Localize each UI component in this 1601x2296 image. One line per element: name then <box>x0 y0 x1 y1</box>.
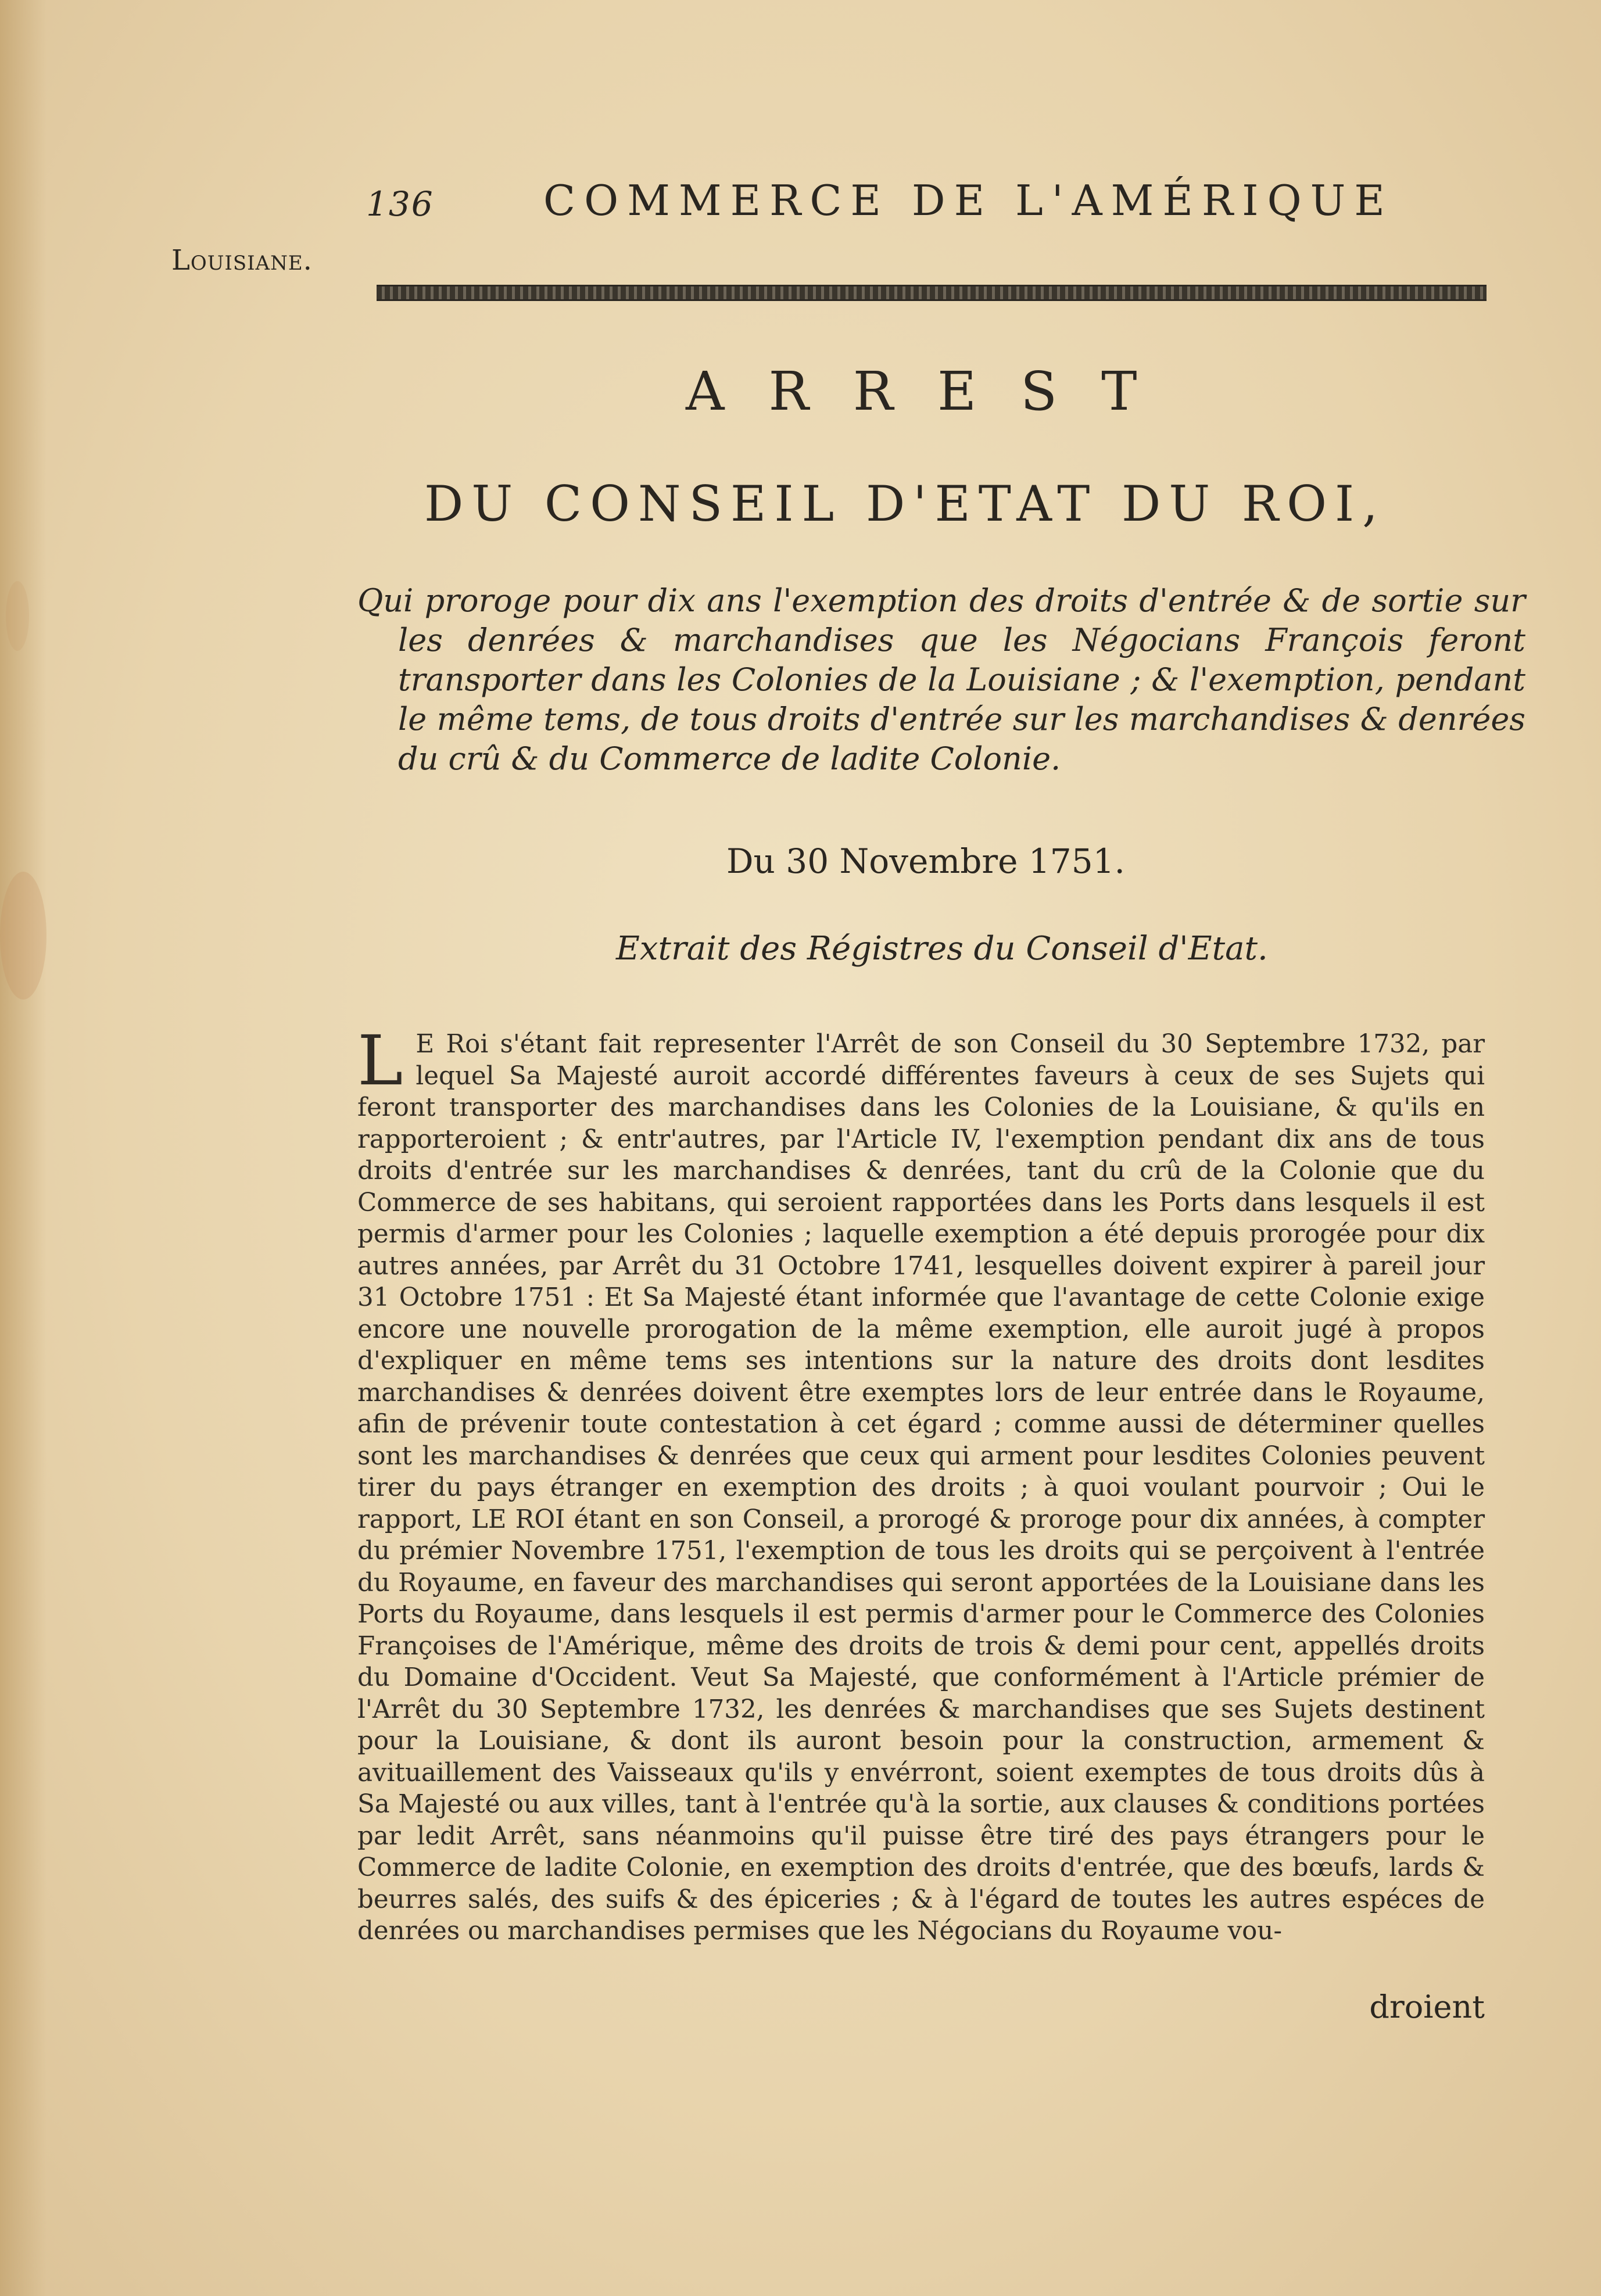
document-title: ARREST <box>686 360 1181 422</box>
side-note: Louisiane. <box>171 244 313 277</box>
body-paragraph <box>357 1020 1485 1987</box>
paper-stain <box>6 581 29 651</box>
date-line: Du 30 Novembre 1751. <box>726 841 1125 881</box>
catchword: droient <box>1369 1989 1485 2025</box>
page-number: 136 <box>366 184 434 224</box>
body-text: E Roi s'étant fait representer l'Arrêt de son Conseil du 30 Septembre 1732, par lequel Sa Majesté auroit accordé différentes faveurs à ceux de ses Sujets qui feront transporter des marchandises dans les Colonies de la Louisiane, & qu'ils en rapporteroient ; & entr'autres, par l'Article IV, l'exemption pendant dix ans de tous droits d'entrée sur les marchandises & denrées, tant du crû de la Colonie que du Commerce de ses habitans, qui seroient rapportées dans les Ports dans lesquels il est permis d'armer pour les Colonies ; laquelle exemption a été depuis prorogée pour dix autres années, par Arrêt du 31 Octobre 1741, lesquelles doivent expirer à pareil jour 31 Octobre 1751 : Et Sa Majesté étant informée que l'avantage de cette Colonie exige encore une nouvelle prorogation de la même exemption, elle auroit jugé à propos d'expliquer en même tems ses intentions sur la nature des droits dont lesdites marchandises & denrées doivent être exemptes lors de leur entrée dans le Royaume, afin de prévenir toute contestation à cet égard ; comme aussi de déterminer quelles sont les marchandises & denrées que ceux qui arment pour lesdites Colonies peuvent tirer du pays étranger en exemption des droits ; à quoi voulant pourvoir ; Oui le rapport, LE ROI étant en son Conseil, a prorogé & proroge pour dix années, à compter du prémier Novembre 1751, l'exemption de tous les droits qui se perçoivent à l'entrée du Royaume, en faveur des marchandises qui seront apportées de la Louisiane dans les Ports du Royaume, dans lesquels il est permis d'armer pour le Commerce des Colonies Françoises de l'Amérique, même des droits de trois & demi pour cent, appellés droits du Domaine d'Occident. Veut Sa Majesté, que conformément à l'Article prémier de l'Arrêt du 30 Septembre 1732, les denrées & marchandises que ses Sujets destinent pour la Louisiane, & dont ils auront besoin pour la construction, armement & avituaillement des Vaisseaux qu'ils y envérront, soient exemptes de tous droits dûs à Sa Majesté ou aux villes, tant à l'entrée qu'à la sortie, aux clauses & conditions portées par ledit Arrêt, sans néanmoins qu'il puisse être tiré des pays étrangers pour le Commerce de ladite Colonie, en exemption des droits d'entrée, que des bœufs, lards & beurres salés, des suifs & des épiceries ; & à l'égard de toutes les autres espéces de denrées ou marchandises permises que les Négocians du Royaume vou- <box>357 1030 1485 1946</box>
document-subtitle: DU CONSEIL D'ETAT DU ROI, <box>424 475 1386 532</box>
ornamental-rule <box>377 285 1487 301</box>
summary-paragraph: Qui proroge pour dix ans l'exemption des droits d'entrée & de sortie sur les denrées & marchandises que les Négocians François feront transporter dans les Colonies de la Louisiane ; & l'exemption, pendant le même tems, de tous droits d'entrée sur les marchandises & denrées du crû & du Commerce de ladite Colonie. <box>357 582 1525 777</box>
drop-cap: L <box>357 1020 403 1101</box>
paper-stain <box>0 872 46 1000</box>
extract-heading: Extrait des Régistres du Conseil d'Etat. <box>616 930 1268 968</box>
running-head <box>366 171 1499 241</box>
running-title: COMMERCE DE L'AMÉRIQUE <box>543 176 1394 225</box>
gutter-shadow <box>0 0 46 2296</box>
